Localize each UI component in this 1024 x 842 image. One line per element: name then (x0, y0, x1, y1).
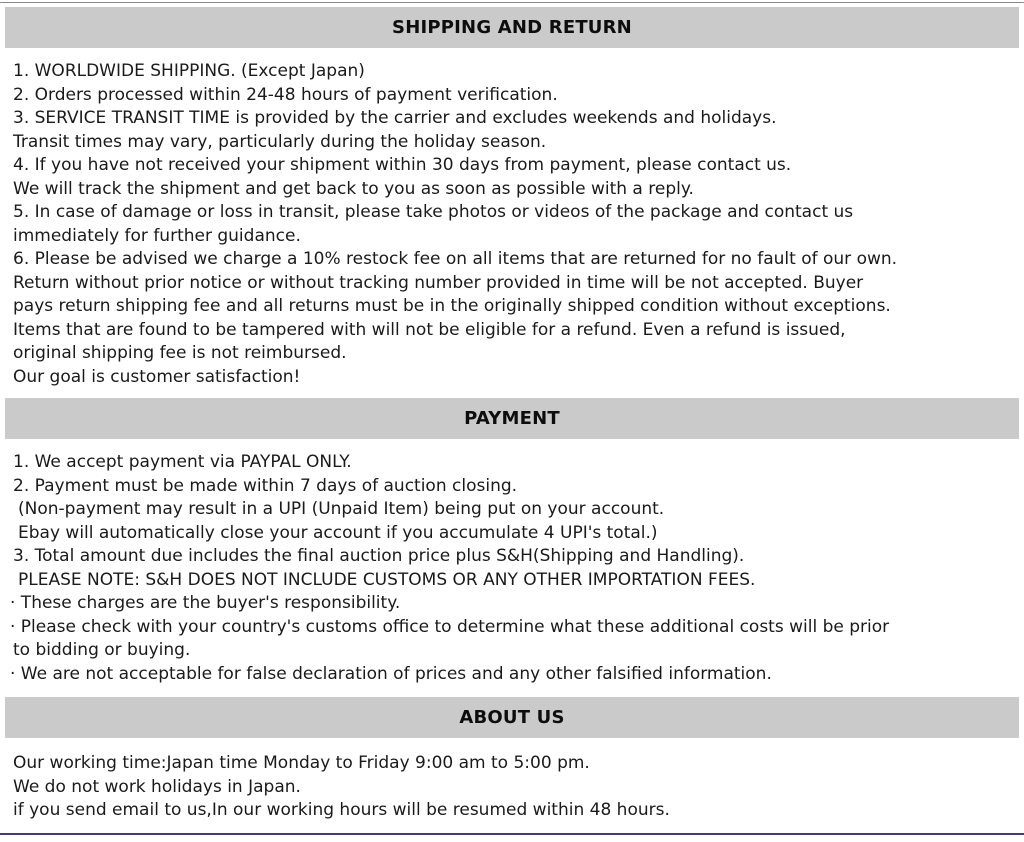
policy-line: 2. Orders processed within 24-48 hours of payment verification. (13, 84, 558, 105)
policy-line: 3. Total amount due includes the final auction price plus S&H(Shipping and Handling). (13, 546, 745, 566)
section-header-payment (5, 398, 1019, 439)
policy-line: Transit times may vary, particularly during the holiday season. (13, 131, 547, 152)
policy-line: Items that are found to be tampered with will not be eligible for a refund. Even a refund is issued, (13, 319, 846, 340)
policy-line: · We are not acceptable for false declaration of prices and any other falsified information. (10, 663, 772, 684)
section-body-about-us (0, 738, 1024, 833)
section-body-payment (0, 439, 1024, 697)
section-shipping-and-return (0, 7, 1024, 398)
section-title: SHIPPING AND RETURN (392, 17, 632, 38)
policy-line: 5. In case of damage or loss in transit, please take photos or videos of the package and contact us (13, 202, 854, 222)
bottom-divider (0, 833, 1024, 835)
section-header-shipping-and-return (5, 7, 1019, 48)
policy-line: We do not work holidays in Japan. (13, 776, 301, 797)
section-about-us (0, 697, 1024, 833)
policy-line: 4. If you have not received your shipment within 30 days from payment, please contact us. (13, 155, 792, 175)
policy-line: PLEASE NOTE: S&H DOES NOT INCLUDE CUSTOMS OR ANY OTHER IMPORTATION FEES. (18, 569, 756, 590)
top-divider (0, 2, 1024, 3)
policy-line: 2. Payment must be made within 7 days of auction closing. (13, 475, 518, 496)
policy-line: We will track the shipment and get back to you as soon as possible with a reply. (13, 178, 694, 199)
section-payment (0, 398, 1024, 697)
section-title: PAYMENT (464, 408, 560, 429)
policy-line: original shipping fee is not reimbursed. (13, 343, 347, 363)
policy-line: Our working time:Japan time Monday to Friday 9:00 am to 5:00 pm. (13, 753, 590, 773)
policy-line: Our goal is customer satisfaction! (13, 366, 301, 387)
policy-line: 6. Please be advised we charge a 10% restock fee on all items that are returned for no fault of our own. (13, 249, 898, 269)
policy-line: 3. SERVICE TRANSIT TIME is provided by the carrier and excludes weekends and holidays. (13, 108, 777, 128)
policy-line: pays return shipping fee and all returns must be in the originally shipped condition without exceptions. (13, 296, 891, 316)
policy-line: 1. WORLDWIDE SHIPPING. (Except Japan) (13, 61, 365, 81)
policy-line: to bidding or buying. (13, 640, 191, 660)
section-header-about-us (5, 697, 1019, 738)
policy-line: immediately for further guidance. (13, 225, 301, 246)
policy-line: · Please check with your country's customs office to determine what these additional costs will be prior (10, 616, 890, 637)
policy-line: · These charges are the buyer's responsibility. (10, 593, 401, 613)
policy-line: Ebay will automatically close your account if you accumulate 4 UPI's total.) (18, 522, 658, 543)
policy-line: if you send email to us,In our working hours will be resumed within 48 hours. (13, 800, 670, 820)
policy-line: (Non-payment may result in a UPI (Unpaid Item) being put on your account. (18, 499, 665, 519)
policy-line: 1. We accept payment via PAYPAL ONLY. (13, 452, 352, 472)
policy-line: Return without prior notice or without tracking number provided in time will be not accepted. Buyer (13, 272, 864, 293)
section-body-shipping-and-return (0, 48, 1024, 398)
section-title: ABOUT US (459, 707, 565, 728)
